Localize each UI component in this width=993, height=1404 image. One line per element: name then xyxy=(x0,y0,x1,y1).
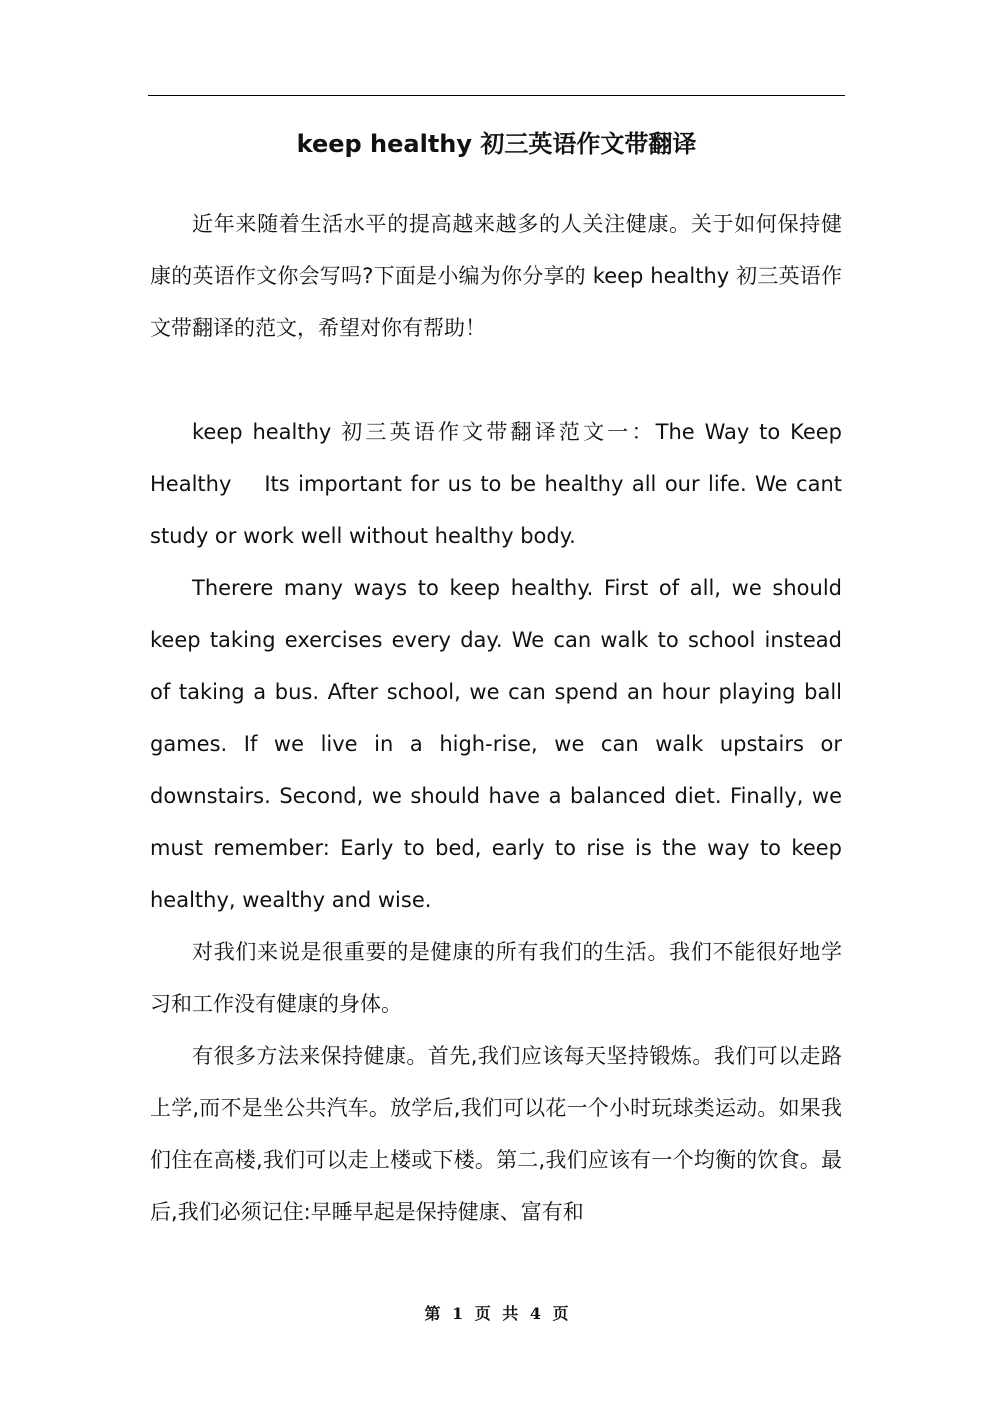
translation-paragraph-1: 对我们来说是很重要的是健康的所有我们的生活。我们不能很好地学习和工作没有健康的身体。 xyxy=(150,940,842,1016)
intro-paragraph: 近年来随着生活水平的提高越来越多的人关注健康。关于如何保持健康的英语作文你会写吗?下面是小编为你分享的 keep healthy 初三英语作文带翻译的范文，希望对你有帮助！ xyxy=(150,212,842,340)
paragraph-gap xyxy=(150,354,842,406)
essay-paragraph-2: Therere many ways to keep healthy. First of all, we should keep taking exercises every day. We can walk to school instead of taking a bus. After school, we can spend an hour playing ball games. If we live in a high-rise, we can walk upstairs or downstairs. Second, we should have a balanced diet. Finally, we must remember: Early to bed, early to rise is the way to keep healthy, wealthy and wise. xyxy=(150,576,842,912)
document-body xyxy=(150,198,842,1238)
essay-paragraph-1: keep healthy 初三英语作文带翻译范文一：The Way to Keep Healthy Its important for us to be healthy all our life. We cant study or work well without healthy body. xyxy=(150,420,842,548)
document-title: keep healthy 初三英语作文带翻译 xyxy=(296,130,697,158)
page-footer: 第 1 页 共 4 页 xyxy=(424,1304,569,1323)
header-rule xyxy=(148,95,845,96)
translation-paragraph-2: 有很多方法来保持健康。首先,我们应该每天坚持锻炼。我们可以走路上学,而不是坐公共汽车。放学后,我们可以花一个小时玩球类运动。如果我们住在高楼,我们可以走上楼或下楼。第二,我们应该有一个均衡的饮食。最后,我们必须记住:早睡早起是保持健康、富有和 xyxy=(150,1044,842,1224)
